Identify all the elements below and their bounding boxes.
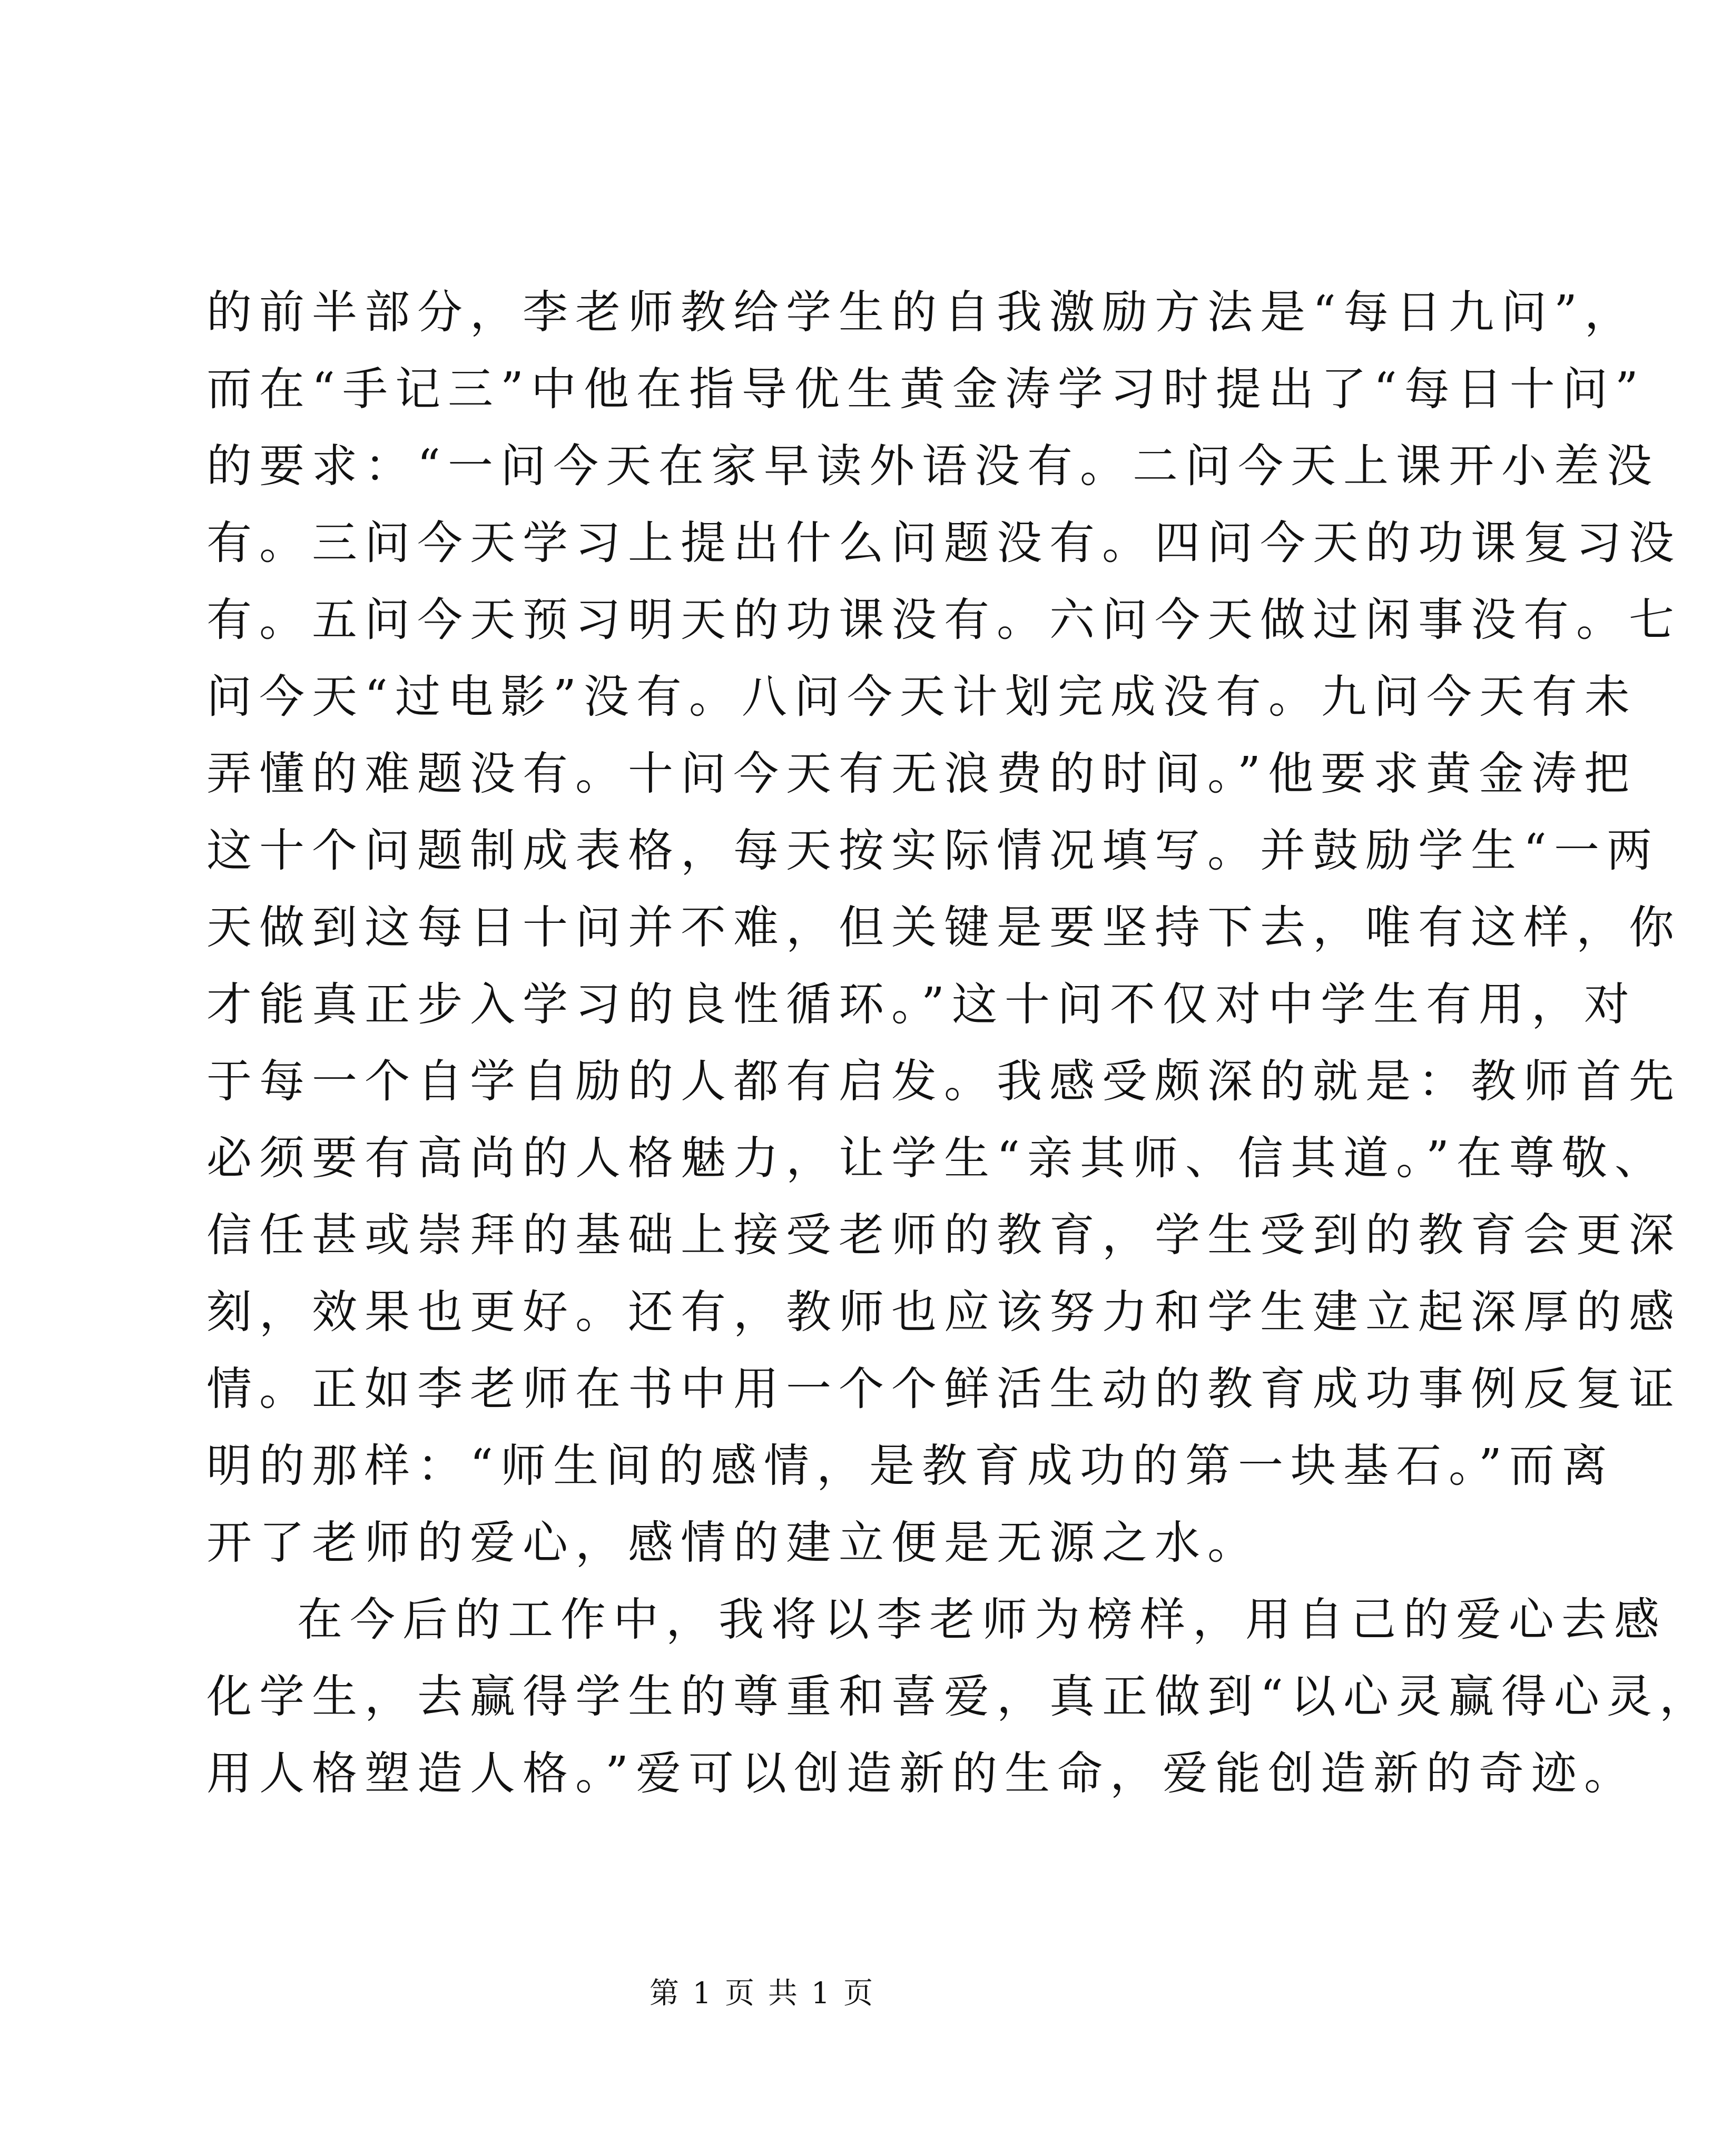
text-line: 的前半部分，李老师教给学生的自我激励方法是“每日九问”， (206, 286, 1637, 339)
page-number: 第 1 页 共 1 页 (649, 1976, 875, 2011)
text-line: 问今天“过电影”没有。八问今天计划完成没有。九问今天有未 (206, 671, 1637, 723)
text-line: 有。五问今天预习明天的功课没有。六问今天做过闲事没有。七 (206, 594, 1681, 646)
text-line: 化学生，去赢得学生的尊重和喜爱，真正做到“以心灵赢得心灵， (206, 1670, 1712, 1723)
text-line: 的要求：“一问今天在家早读外语没有。二问今天上课开小差没 (206, 440, 1659, 493)
text-line: 而在“手记三”中他在指导优生黄金涛学习时提出了“每日十问” (206, 363, 1646, 416)
text-line: 明的那样：“师生间的感情，是教育成功的第一块基石。”而离 (206, 1440, 1615, 1492)
text-line: 弄懂的难题没有。十问今天有无浪费的时间。”他要求黄金涛把 (206, 747, 1637, 800)
text-line: 信任甚或崇拜的基础上接受老师的教育，学生受到的教育会更深 (206, 1209, 1681, 1262)
body-text (206, 274, 1712, 1812)
text-line: 才能真正步入学习的良性循环。”这十问不仅对中学生有用，对 (206, 978, 1637, 1031)
text-line: 于每一个自学自励的人都有启发。我感受颇深的就是：教师首先 (206, 1055, 1681, 1108)
text-line: 情。正如李老师在书中用一个个鲜活生动的教育成功事例反复证 (206, 1363, 1681, 1415)
text-line: 这十个问题制成表格，每天按实际情况填写。并鼓励学生“一两 (206, 824, 1659, 877)
text-line: 有。三问今天学习上提出什么问题没有。四问今天的功课复习没 (206, 517, 1681, 569)
paragraph-first-line: 在今后的工作中，我将以李老师为榜样，用自己的爱心去感 (297, 1593, 1667, 1646)
text-line: 必须要有高尚的人格魅力，让学生“亲其师、信其道。”在尊敬、 (206, 1132, 1667, 1185)
text-line: 天做到这每日十问并不难，但关键是要坚持下去，唯有这样，你 (206, 901, 1681, 954)
page-footer (0, 1975, 1524, 2012)
text-line: 用人格塑造人格。”爱可以创造新的生命，爱能创造新的奇迹。 (206, 1747, 1637, 1800)
text-line: 开了老师的爱心，感情的建立便是无源之水。 (206, 1517, 1260, 1569)
text-line: 刻，效果也更好。还有，教师也应该努力和学生建立起深厚的感 (206, 1286, 1681, 1338)
